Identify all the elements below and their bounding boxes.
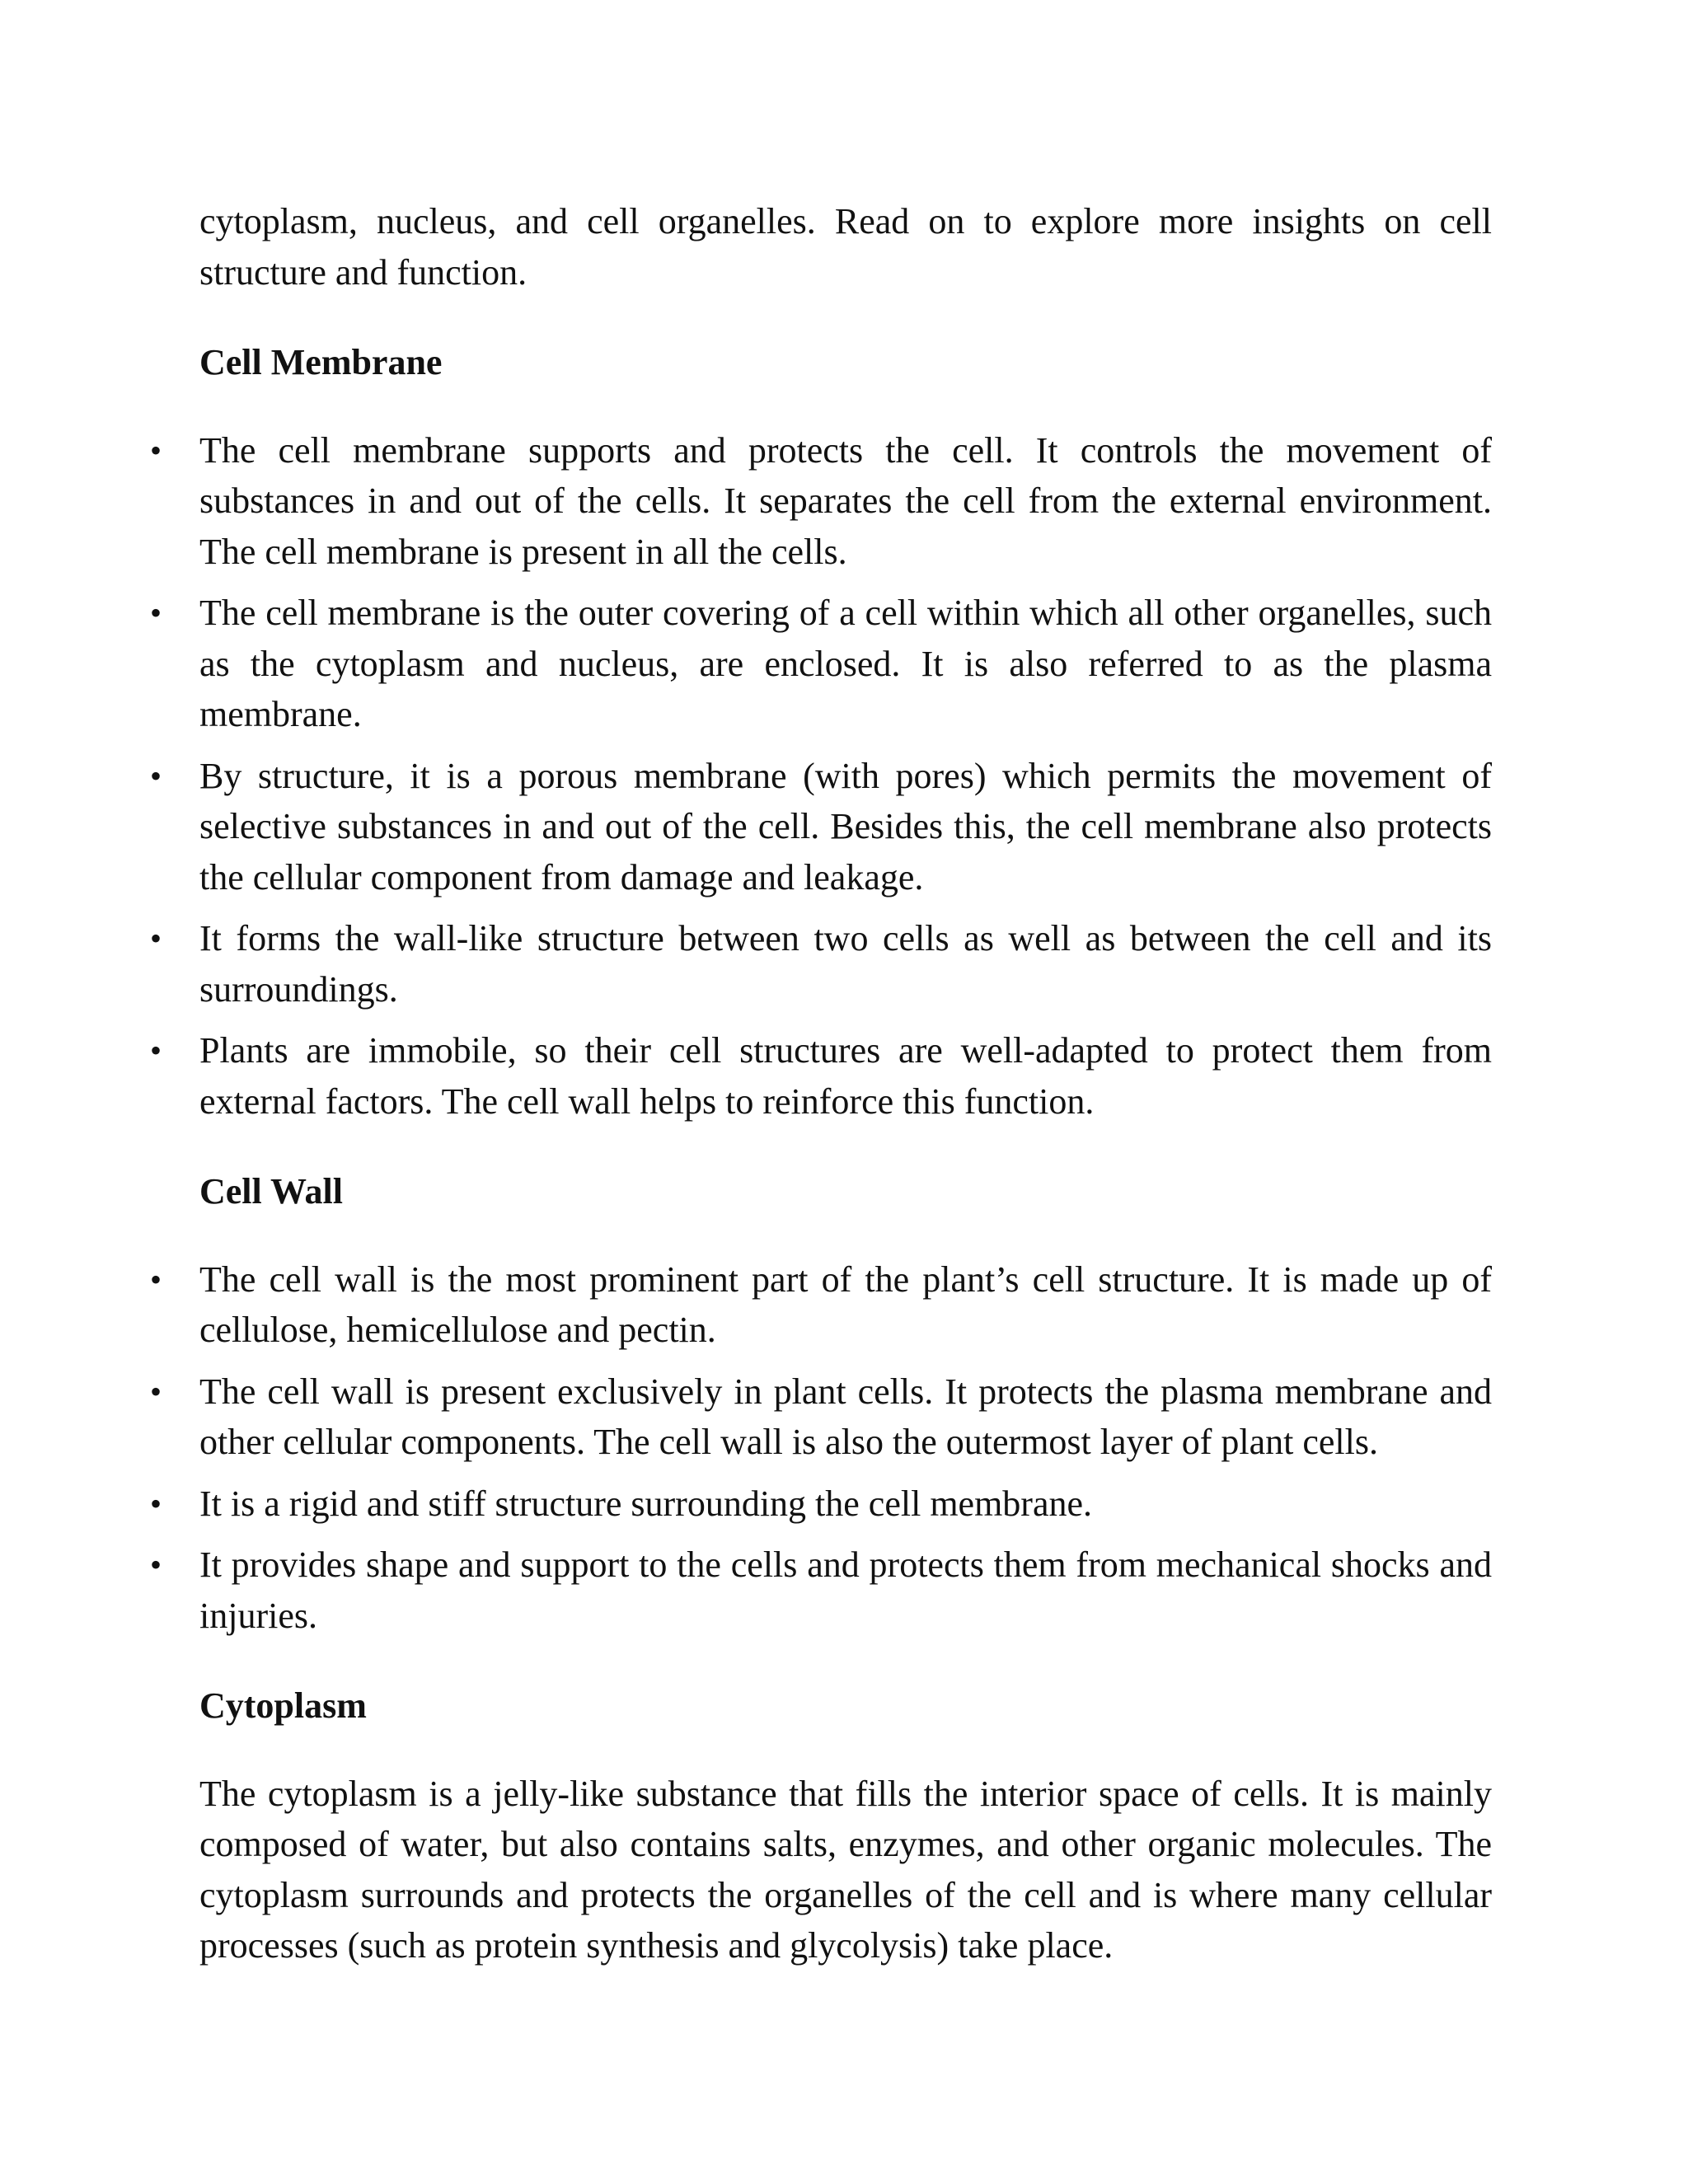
list-item: • The cell wall is the most prominent part of the plant’s cell structure. It is made up of cellulose, hemicellulose and pectin. xyxy=(199,1254,1492,1356)
list-item: • The cell wall is present exclusively in plant cells. It protects the plasma membrane and other cellular components. The cell wall is also the outermost layer of plant cells. xyxy=(199,1366,1492,1468)
intro-paragraph: cytoplasm, nucleus, and cell organelles. Read on to explore more insights on cell structure and function. xyxy=(199,201,1492,293)
section-heading: Cell Membrane xyxy=(199,342,443,382)
bullet-list xyxy=(199,425,1492,1127)
list-item: • Plants are immobile, so their cell structures are well-adapted to protect them from external factors. The cell wall helps to reinforce this function. xyxy=(199,1025,1492,1127)
body-paragraph: The cytoplasm is a jelly-like substance that fills the interior space of cells. It is mainly composed of water, but also contains salts, enzymes, and other organic molecules. The cytoplasm surrounds and protects the organelles of the cell and is where many cellular processes (such as protein synthesis and glycolysis) take place. xyxy=(199,1773,1492,1966)
section-heading: Cytoplasm xyxy=(199,1685,367,1726)
list-item: • It provides shape and support to the cells and protects them from mechanical shocks and injuries. xyxy=(199,1540,1492,1641)
section-cell-membrane xyxy=(199,337,1492,1127)
list-item: • The cell membrane supports and protects the cell. It controls the movement of substances in and out of the cells. It separates the cell from the external environment. The cell membrane is present in all the cells. xyxy=(199,425,1492,578)
section-heading: Cell Wall xyxy=(199,1171,343,1212)
bullet-list xyxy=(199,1254,1492,1642)
document-body xyxy=(199,196,1492,1971)
list-item: • The cell membrane is the outer covering of a cell within which all other organelles, such as the cytoplasm and nucleus, are enclosed. It is also referred to as the plasma membrane. xyxy=(199,588,1492,740)
section-cell-wall xyxy=(199,1166,1492,1641)
list-item: • It is a rigid and stiff structure surrounding the cell membrane. xyxy=(199,1479,1492,1530)
section-cytoplasm xyxy=(199,1680,1492,1971)
list-item: • By structure, it is a porous membrane (with pores) which permits the movement of selective substances in and out of the cell. Besides this, the cell membrane also protects the cellular component from damage and leakage. xyxy=(199,751,1492,903)
list-item: • It forms the wall-like structure between two cells as well as between the cell and its surroundings. xyxy=(199,913,1492,1015)
